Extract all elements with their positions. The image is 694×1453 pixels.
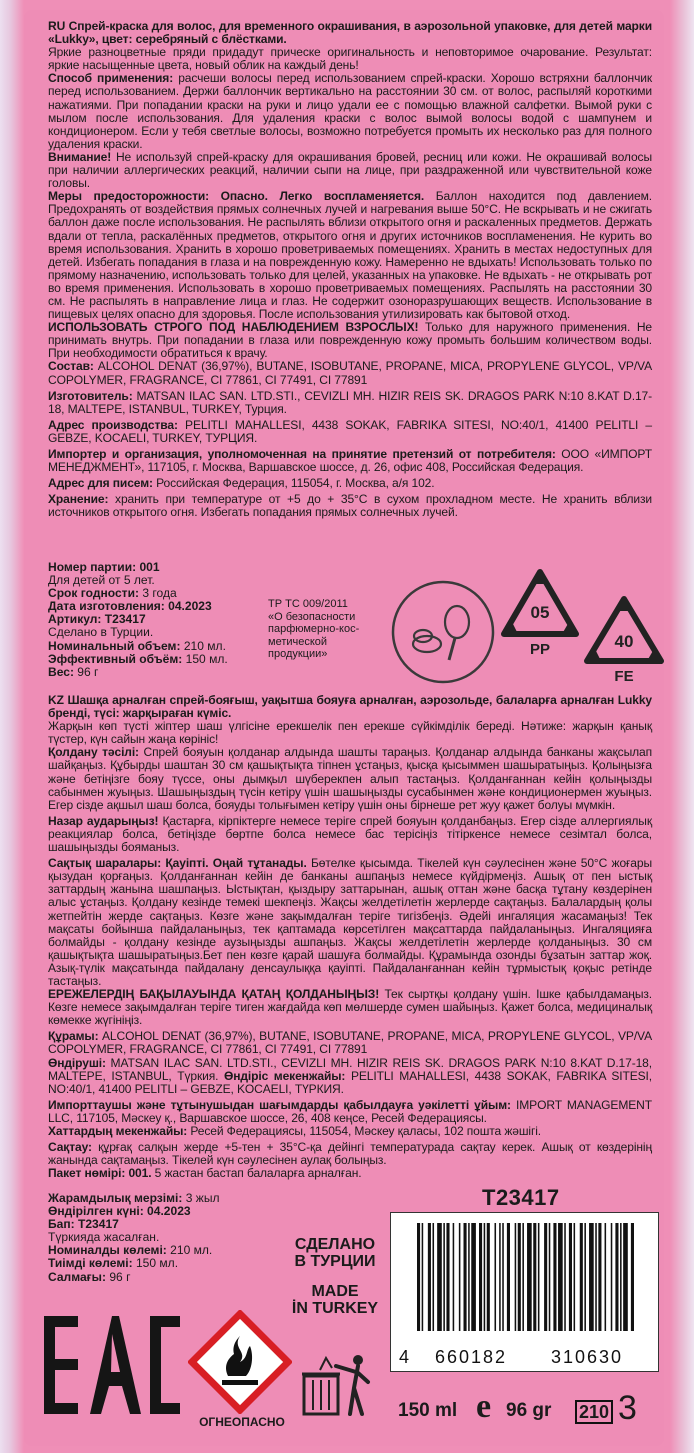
kz-production-text: PELITLI MAHALLESI, 4438 SOKAK, FABRIKA SITESI, NO:40/1, 41400 PELITLI – GEBZE, KOCAELI, ТҮРКИЯ. <box>48 1068 652 1096</box>
kz-title: KZ Шашқа арналған спрей-бояғыш, уақытша бояуға арналған, аэрозольде, балаларға арналған Lukky бренді, түсі: жарқыраған күміс. <box>48 693 652 721</box>
ru-supervision-label: ИСПОЛЬЗОВАТЬ СТРОГО ПОД НАБЛЮДЕНИЕМ ВЗРОСЛЫХ! <box>48 320 419 335</box>
kz-intro: Жарқын көп түсті жіптер шаш үлгісіне ерекшелік пен ерекше сүйкімділік береді. Нәтиже: жарқын қанық түстер, күн сайын жаңа көрініс! <box>48 719 652 747</box>
kz-manufacturer-label: Өндіруші: <box>48 1055 106 1070</box>
barcode-bar <box>558 1223 563 1331</box>
kz-product-details <box>48 1192 298 1284</box>
barcode-bar <box>428 1223 431 1331</box>
kz-batch-label: Пакет нөмірі: 001. <box>48 1166 152 1181</box>
ru-shelf-label: Срок годности: <box>48 586 139 601</box>
ru-age: Для детей от 5 лет. <box>48 573 155 588</box>
ru-mail-text: Российская Федерация, 115054, г. Москва, а/я 102. <box>152 476 435 491</box>
ru-production-text: PELITLI MAHALLESI, 4438 SOKAK, FABRIKA SITESI, NO:40/1, 41400 PELITLI – GEBZE, KOCAELI, TURKEY, ТУРЦИЯ. <box>48 417 652 445</box>
ru-article: Артикул: Т23417 <box>48 612 146 627</box>
ru-product-details <box>48 561 298 679</box>
ru-warning-label: Внимание! <box>48 149 112 164</box>
cert-line-1: ТР ТС 009/2011 <box>268 598 348 610</box>
kz-weight-label: Салмағы: <box>48 1269 106 1284</box>
barcode-bar <box>443 1223 445 1331</box>
kz-shelf-label: Жарамдылық мерзімі: <box>48 1191 183 1205</box>
recycle-pp-material: PP <box>529 641 551 658</box>
barcode-bar <box>549 1223 551 1331</box>
made-in-en-line-2: İN TURKEY <box>291 1300 379 1317</box>
barcode-bar <box>433 1223 435 1331</box>
kz-made-in: Түркияда жасалған. <box>48 1230 160 1245</box>
ru-intro: Яркие разноцветные пряди придадут прическе оригинальность и неповторимое очарование. Результат: яркие насыщенные цвета, новый облик на каждый день! <box>48 45 652 73</box>
made-in-en-line-1: MADE <box>311 1283 359 1300</box>
kz-precautions-label: Сақтық шаралары: Қауіпті. Оңай тұтанады. <box>48 856 307 871</box>
weight-gr: 96 gr <box>506 1400 552 1421</box>
kz-importer-text: IMPORT MANAGEMENT LLC, 117105, Мәскеу қ., Варшавское шоссе, 26, 408 кеңсе, Ресей Федерациясы. <box>48 1097 652 1125</box>
barcode-bar <box>605 1223 607 1331</box>
barcode-bar <box>580 1223 583 1331</box>
ru-effective-label: Эффективный объём: <box>48 651 183 666</box>
ru-supervision-text: Только для наружного применения. Не принимать внутрь. При попадании в глаза или поврежденную кожу промыть большим количеством воды. При необходимости обратиться к врачу. <box>48 320 652 361</box>
recycle-fe-code: 40 <box>614 632 634 651</box>
ru-nominal-value: 210 мл. <box>180 638 226 653</box>
ru-manufacturer-label: Изготовитель: <box>48 388 133 403</box>
eac-mark-icon <box>42 1310 182 1420</box>
volume-ml: 150 ml <box>398 1400 458 1421</box>
barcode-right-digits: 310630 <box>550 1347 624 1367</box>
three-mark: 3 <box>618 1389 637 1427</box>
kz-warning-text: Қастарға, кірпіктерге немесе теріге спрей бояуын қолданбаңыз. Егер сізде аллергиялық реакциялар болса, бетіңізде бөртпе болса немесе бас терісіңіз тітіркенсе немесе сезімтал болса, шашыңызды бояманыз. <box>48 813 653 855</box>
kz-manufacturer-text: MATSAN ILAC SAN. LTD.STI., CEVIZLI MH. HIZIR REIS SK. DRAGOS PARK N:10 8.KAT D.17-18, MALTEPE, ISTANBUL, Түркия. <box>48 1055 652 1083</box>
kz-nominal-value: 210 мл. <box>166 1243 213 1258</box>
ru-weight-value: 96 г <box>73 664 99 679</box>
barcode-bar <box>598 1223 601 1331</box>
ru-precautions-label: Меры предосторожности: Опасно. Легко воспламеняется. <box>48 189 425 204</box>
kz-effective-value: 150 мл. <box>132 1256 179 1271</box>
barcode-bar <box>487 1223 490 1331</box>
barcode-bar <box>538 1223 540 1331</box>
ru-made-date: Дата изготовления: 04.2023 <box>48 599 212 614</box>
ru-title: RU Спрей-краска для волос, для временного окрашивания, в аэрозольной упаковке, для детей марки «Lukky», цвет: серебряный с блёстками. <box>48 19 652 47</box>
ru-batch: Номер партии: 001 <box>48 560 160 574</box>
made-in-ru-line-2: В ТУРЦИИ <box>294 1253 376 1270</box>
barcode-bar <box>502 1223 504 1331</box>
kz-usage-text: Спрей бояуын қолданар алдында шашты тараңыз. Қолданар алдында банканы жақсылап шайқаңыз. Құбырды шаштан 30 см қашықтықта тіпнен ұстаңыз, қысқа қысыммен шашыратыңыз. Қолыңызға және бетіңізге бояу түссе, оны дымқыл шүберекпен алып тастаңыз. Қолданғаннан кейін қолыңызды сабынмен жуыңыз. Шашыңыздың түсін кетіру үшін шашыңызды сусабынмен және кондиционермен жуыңыз. Егер сізде ақшыл шаш болса, бояуды толығымен кетіру үшін оны бірнеше рет жуу қажет болуы мүмкін. <box>48 745 652 812</box>
bottom-volume-line <box>398 1388 658 1428</box>
cosmetics-circle-icon <box>389 578 497 686</box>
kz-weight-value: 96 г <box>105 1269 131 1284</box>
kz-usage-label: Қолдану тәсілі: <box>48 745 139 760</box>
barcode-bar <box>615 1223 618 1331</box>
ru-importer-label: Импортер и организация, уполномоченная на принятие претензий от потребителя: <box>48 447 556 461</box>
flammable-label: ОГНЕОПАСНО <box>199 1415 285 1429</box>
kz-production-label: Өндіріс мекенжайы: <box>223 1068 346 1083</box>
ru-weight-label: Вес: <box>48 664 74 679</box>
barcode-bar <box>468 1223 470 1331</box>
barcode-bar <box>484 1223 486 1331</box>
barcode-bar <box>518 1223 521 1331</box>
kz-supervision-label: ЕРЕЖЕЛЕРДІҢ БАҚЫЛАУЫНДА ҚАТАҢ ҚОЛДАНЫҢЫЗ! <box>48 987 380 1002</box>
barcode-bar <box>574 1223 576 1331</box>
ru-mail-label: Адрес для писем: <box>48 476 153 491</box>
barcode-bar <box>437 1223 442 1331</box>
kz-storage-text: құрғақ салқын жерде +5-тен + 35°C-қа дейінгі температурада сақтау керек. Ашық от көздерінің жанында сақтамаңыз. Тікелей күн сәулесінен аулақ болыңыз. <box>48 1140 652 1168</box>
ru-usage-text: расчеши волосы перед использованием спрей-краски. Хорошо встряхни баллончик перед использованием. Держи баллончик вертикально на расстоянии 30 см. от волос, распыляй короткими нажатиями. При попадании краски на руки и лицо удали ее с помощью влажной салфетки. Вымой руки с мылом после использования. Для удаления краски с волос вымой волосы водой с шампунем и кондиционером. Если у тебя светлые волосы, возможно потребуется промыть их несколько раз для полного удаления краски. <box>48 71 652 151</box>
barcode-bar <box>544 1223 547 1331</box>
barcode-bar <box>507 1223 510 1331</box>
kz-text-block <box>48 694 652 1180</box>
e-mark: e <box>476 1388 492 1425</box>
barcode-bar <box>453 1223 455 1331</box>
nominal-volume-box: 210 <box>575 1400 613 1424</box>
ru-precautions-text: Баллон находится под давлением. Предохранять от воздействия прямых солнечных лучей и нагревания выше 50°C. Не вскрывать и не сжигать баллон даже после использования. Не распылять вблизи открытого огня и раскаленных предметов. Держать вдали от тепла, раскалённых предметов, открытого огня и других источников воспламенения. Не курить во время использования. Хранить в хорошо проветриваемых помещениях. Хранить в местах недоступных для детей. Избегать попадания в глаза и на поврежденную кожу. Намеренно не вдыхать! Использовать только по прямому назначению, использовать только для целей, указанных на упаковке. Не вдыхать - не открывать рот во время применения. Использовать в хорошо проветриваемых помещениях. Распылять на расстоянии 30 см. Не распылять в направление лица и глаз. Не содержит озоноразрушающих веществ. Использование в пищевых целях опасно для здоровья. После использования утилизировать как бытовой отход. <box>48 189 652 322</box>
ru-composition-text: ALCOHOL DENAT (36,97%), BUTANE, ISOBUTANE, PROPANE, MICA, PROPYLENE GLYCOL, VP/VA COPOLYMER, FRAGRANCE, CI 77861, CI 77491, CI 77891 <box>48 359 652 387</box>
barcode-bar <box>515 1223 517 1331</box>
ru-warning-text: Не используй спрей-краску для окрашивания бровей, ресниц или кожи. Не окрашивай волосы при наличии аллергических реакций, наличии сыпи на лице, при раздраженной или чувствительной коже головы. <box>48 149 652 191</box>
barcode-bar <box>589 1223 594 1331</box>
barcode-bar <box>611 1223 613 1331</box>
kz-batch-text: 5 жастан бастап балаларға арналған. <box>151 1166 362 1181</box>
barcode-bars <box>391 1213 658 1371</box>
barcode-left-digits: 660182 <box>434 1347 508 1367</box>
kz-nominal-label: Номиналды көлемі: <box>48 1243 167 1258</box>
barcode-bar <box>623 1223 628 1331</box>
ru-usage-label: Способ применения: <box>48 71 174 86</box>
ru-nominal-label: Номинальный объем: <box>48 638 181 653</box>
kz-composition-text: ALCOHOL DENAT (36,97%), BUTANE, ISOBUTANE, PROPANE, MICA, PROPYLENE GLYCOL, VP/VA COPOLYMER, FRAGRANCE, CI 77861, CI 77491, CI 77891 <box>48 1029 652 1057</box>
kz-warning-label: Назар аударыңыз! <box>48 813 159 828</box>
barcode-bar <box>564 1223 566 1331</box>
recycle-pp-icon <box>500 568 580 658</box>
kz-supervision-text: Тек сыртқы қолдану үшін. Ішке қабылдамаңыз. Көзге немесе зақымдалған теріге тиген жағдайда көп мөлшерде сумен шайыңыз. Қажет болса, медициналық көмекке жүгініңіз. <box>48 987 652 1028</box>
barcode-bar <box>495 1223 497 1331</box>
kz-mail-label: Хаттардың мекенжайы: <box>48 1124 188 1138</box>
barcode <box>390 1212 659 1372</box>
ru-storage-text: хранить при температуре от +5 до + 35°C в сухом прохладном месте. Не хранить вблизи источников открытого огня. Избегать попадания прямых солнечных лучей. <box>48 492 652 520</box>
kz-made-date: Өндірілген күні: 04.2023 <box>48 1204 191 1219</box>
ru-text-block <box>48 20 652 519</box>
ru-shelf-value: 3 года <box>139 586 177 601</box>
barcode-first-digit: 4 <box>399 1347 410 1367</box>
kz-mail-text: Ресей Федерациясы, 115054, Мәскеу қаласы, 102 пошта жәшігі. <box>187 1124 542 1138</box>
recycle-fe-icon <box>583 595 665 685</box>
barcode-bar <box>527 1223 532 1331</box>
barcode-bar <box>620 1223 622 1331</box>
kz-importer-label: Импорттаушы және тұтынушыдан шағымдарды қабылдауға уәкілетті ұйым: <box>48 1097 511 1112</box>
kz-precautions-text: Бөтелке қысымда. Тікелей күн сәулесінен және 50°C жоғары қызудан қорғаңыз. Қолданғаннан кейін де банканы ашпаңыз немесе күйдірмеңіз. Ашық от пен ыстық заттардың жанына шашпаңыз. Ыстықтан, қыздыру заттарынан, ашық оттан және басқа тұтану көздерінен алыс ұстаңыз. Қолдану кезінде темекі шекпеңіз. Жақсы желдетілетін жерлерде сақтаңыз. Балалардың қолы жетпейтін жерде сақтаңыз. Көзге және зақымдалған теріге тигізбеңіз. Әдейі ингаляция жасамаңыз! Тек мақсаты бойынша пайдаланыңыз, тек қаптамада көрсетілген мақсаттарда пайдаланыңыз. Ингаляцияға болмайды - қолдану кезінде аузыңызды ашпаңыз. Жақсы желдетілетін жерлерде қолданыңыз. 30 см қашықтықта шашыратыңыз.Бет пен көзге қарай шашуға болмайды. Құрамында озонды бұзатын заттар жоқ. Азық-түлік мақсатында пайдалану денсаулыққа қауіпті. Пайдаланғаннан кейін тұрмыстық қоқыс ретінде тастаңыз. <box>48 856 652 988</box>
recycle-pp-code: 05 <box>530 603 550 622</box>
ru-manufacturer-text: MATSAN ILAC SAN. LTD.STI., CEVIZLI MH. HIZIR REIS SK. DRAGOS PARK N:10 8.KAT D.17-18, MALTEPE, ISTANBUL, TURKEY, Турция. <box>48 388 652 416</box>
cert-note <box>268 598 388 661</box>
trash-disposal-icon <box>300 1352 380 1418</box>
ru-effective-value: 150 мл. <box>182 651 228 666</box>
flammable-hazard-icon <box>188 1310 292 1414</box>
barcode-bar <box>584 1223 586 1331</box>
ru-storage-label: Хранение: <box>48 492 109 507</box>
barcode-bar <box>569 1223 572 1331</box>
recycle-fe-material: FE <box>614 668 634 685</box>
product-code: T23417 <box>482 1185 560 1210</box>
kz-effective-label: Тиімді көлемі: <box>48 1256 133 1271</box>
cert-line-2: «О безопасности парфюмерно-кос-метической продукции» <box>268 610 360 660</box>
made-in-ru-line-1: СДЕЛАНО <box>294 1236 376 1253</box>
barcode-bar <box>553 1223 556 1331</box>
made-in-ru <box>290 1236 380 1270</box>
ru-importer-text: ООО «ИМПОРТ МЕНЕДЖМЕНТ», 117105, г. Москва, Варшавское шоссе, д. 26, офис 408, Российская Федерация. <box>48 447 652 475</box>
barcode-bar <box>459 1223 461 1331</box>
barcode-bar <box>533 1223 536 1331</box>
ru-made-in: Сделано в Турции. <box>48 625 154 640</box>
barcode-bar <box>471 1223 476 1331</box>
barcode-bar <box>446 1223 449 1331</box>
made-in-en <box>290 1283 380 1317</box>
barcode-bar <box>464 1223 467 1331</box>
kz-storage-label: Сақтау: <box>48 1140 92 1155</box>
kz-composition-label: Құрамы: <box>48 1029 99 1044</box>
ru-production-label: Адрес производства: <box>48 417 178 432</box>
kz-shelf-value: 3 жыл <box>182 1191 220 1205</box>
kz-article: Бап: Т23417 <box>48 1217 119 1232</box>
barcode-bar <box>499 1223 501 1331</box>
ru-composition-label: Состав: <box>48 359 94 374</box>
barcode-bar <box>479 1223 482 1331</box>
barcode-bar <box>595 1223 597 1331</box>
